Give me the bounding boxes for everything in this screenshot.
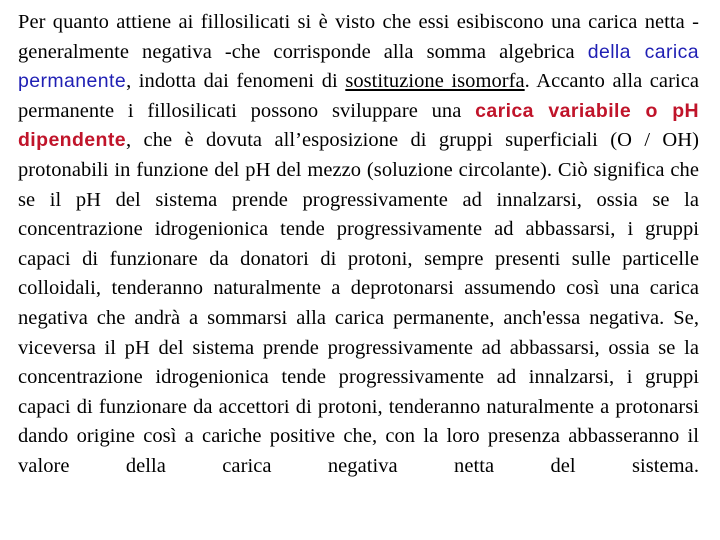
highlight-variable-charge: carica variabile o pH dipendente — [18, 99, 699, 152]
highlight-permanent-charge: della carica permanente — [18, 40, 699, 93]
text-explanation: , che è dovuta all’esposizione di gruppi superficiali (O / OH) protonabili in funzione del pH del mezzo (soluzione circolante). Ciò significa che se il pH del sistema prende progressivamente ad innalzarsi, ossia se la concentrazione idrogenionica tende progressivamente ad abbassarsi, i gruppi capaci di funzionare da donatori di protoni, sempre presenti sulle particelle colloidali, tenderanno naturalmente a deprotonarsi assumendo così una carica negativa che andrà a sommarsi alla carica permanente, anch'essa negativa. Se, viceversa il pH del sistema prende progressivamente ad abbassarsi, ossia se la concentrazione idrogenionica tende progressivamente ad innalzarsi, i gruppi capaci di funzionare da accettori di protoni, tenderanno naturalmente a protonarsi dando origine così a cariche positive che, con la loro presenza abbasseranno il valore della carica negativa netta del sistema. — [18, 129, 699, 477]
slide — [18, 8, 699, 532]
text-intro: Per quanto attiene ai fillosilicati si è visto che essi esibiscono una carica netta -generalmente negativa -che corrisponde alla somma algebrica — [18, 11, 699, 63]
underlined-isomorphic-substitution: sostituzione isomorfa — [345, 70, 525, 93]
text-alongside: . Accanto alla carica permanente i fillosilicati possono sviluppare una — [18, 70, 699, 122]
text-induced: , indotta dai fenomeni di — [126, 70, 346, 93]
body-paragraph — [18, 8, 699, 482]
